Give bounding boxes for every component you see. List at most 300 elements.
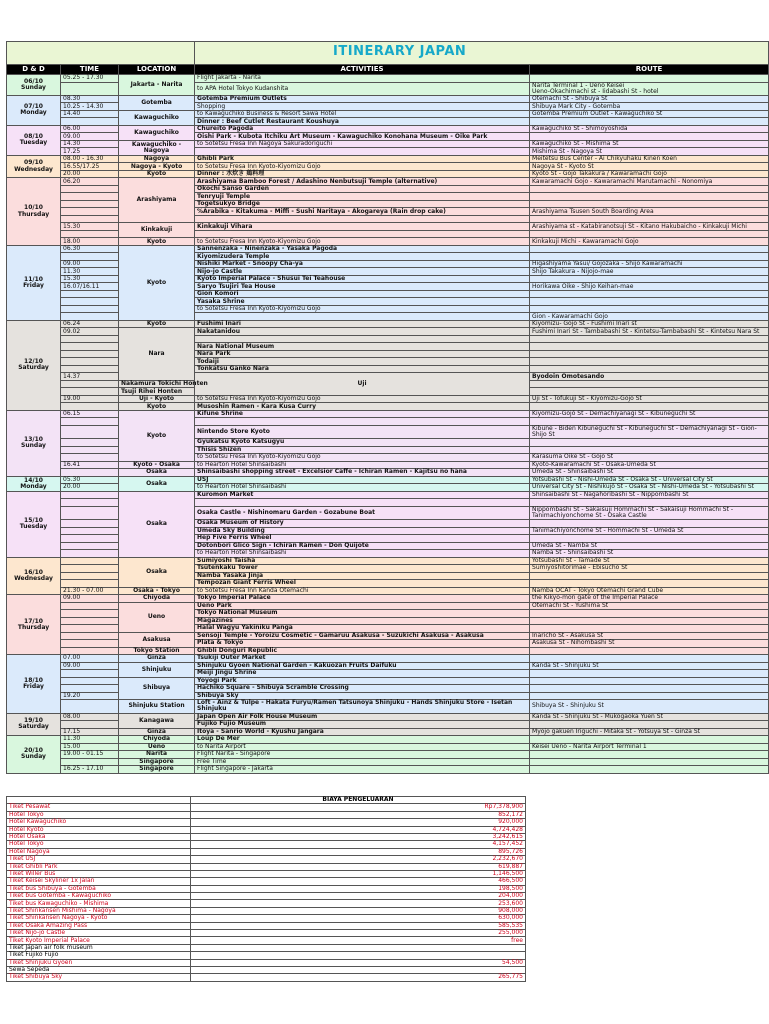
cost-row [7, 811, 526, 818]
day-date: 16/10 [24, 568, 43, 576]
activity-cell: Ueno Park [195, 602, 530, 610]
location-cell: Kawaguchiko [119, 125, 195, 140]
day-weekday: Sunday [21, 753, 46, 761]
activity-cell: Kuromon Market [195, 491, 530, 499]
location-cell: Narita [119, 751, 195, 759]
route-cell [530, 193, 769, 201]
time-cell: 08.00 - 16.30 [61, 155, 119, 163]
day-weekday: Tuesday [19, 139, 48, 147]
activity-cell [195, 335, 530, 343]
activity-cell: Sensoji Temple - Yoroizu Cosmetic - Gamaruu Asakusa - Suzukichi Asakusa - Asakusa [195, 632, 530, 640]
route-cell: Tanimachiyonchome St - Hommachi St - Umeda St [530, 527, 769, 535]
time-cell: 05.30 [61, 476, 119, 484]
cost-item-value: 1,146,500 [191, 870, 526, 877]
time-cell: 15.30 [61, 223, 119, 231]
day-cell [7, 655, 61, 713]
time-cell [61, 506, 119, 519]
activity-cell: Sumiyoshi Taisha [195, 557, 530, 565]
route-cell [530, 610, 769, 618]
time-cell [61, 542, 119, 550]
day-weekday: Wednesday [14, 165, 53, 173]
cost-item-value: 852,172 [191, 811, 526, 818]
time-cell [61, 418, 119, 426]
activity-cell: Free Time [195, 758, 530, 766]
day-cell [7, 95, 61, 125]
time-cell: 21.30 - 07.00 [61, 587, 119, 595]
header-location: LOCATION [119, 65, 195, 75]
itinerary-table [6, 41, 769, 774]
cost-row [7, 930, 526, 937]
cost-row [7, 863, 526, 870]
activity-cell: Itoya - Sanrio World - Kyushu Jangara [195, 728, 530, 736]
time-cell: 19.20 [61, 692, 119, 700]
location-cell: Chiyoda [119, 736, 195, 744]
time-cell: 16.41 [61, 461, 119, 469]
activity-cell: Tempozan Giant Ferris Wheel [195, 580, 530, 588]
activity-cell: Tokyo National Museum [195, 610, 530, 618]
time-cell: 06.24 [61, 320, 119, 328]
day-date: 20/10 [24, 747, 43, 755]
cost-item-name: Tiket Keisei Skyliner 1x Jalan [7, 878, 191, 885]
time-cell: 19.00 [61, 395, 119, 403]
activity-cell: Nara National Museum [195, 343, 530, 351]
day-weekday: Saturday [18, 723, 49, 731]
time-cell: 06.20 [61, 178, 119, 186]
time-cell [61, 290, 119, 298]
day-cell [7, 557, 61, 595]
activity-cell: to Hearton Hotel Shinsaibashi [195, 461, 530, 469]
route-cell [530, 185, 769, 193]
time-cell [61, 193, 119, 201]
location-cell: Asakusa [119, 632, 195, 647]
time-cell [61, 491, 119, 499]
route-cell [530, 75, 769, 83]
cost-item-name: Tiket bus Gotemba - Kawaguchiko [7, 893, 191, 900]
route-cell: Kawaramachi Gojo - Kawaramachi Marutamachi - Nonomiya [530, 178, 769, 186]
route-cell: Namba St - Shinsaibashi St [530, 550, 769, 558]
cost-item-name: Hotel Kyoto [7, 826, 191, 833]
activity-cell: Flight Narita - Singapore [195, 751, 530, 759]
time-cell [61, 632, 119, 640]
route-cell: Meitetsu Bus Center - Ai Chikyuhaku Kinen Koen [530, 155, 769, 163]
activity-cell: to Kawaguchiko Business & Resort Sawa Hotel [195, 110, 530, 118]
activity-cell: Dinner : Beef Cutlet Restaurant Koushuya [195, 118, 530, 126]
activity-cell: Arashiyama Bamboo Forest / Adashino Nenbutsuji Temple (alternative) [195, 178, 530, 186]
time-cell: 16.55/17.25 [61, 163, 119, 171]
route-cell [530, 200, 769, 208]
itinerary-row [7, 713, 769, 721]
activity-cell: Flight Singapore - Jakarta [195, 766, 530, 774]
cost-item-name: Sewa Sepeda [7, 966, 191, 973]
itinerary-row [7, 110, 769, 118]
cost-row [7, 819, 526, 826]
day-cell [7, 178, 61, 246]
route-cell: Yotsubashi St - Tamade St [530, 557, 769, 565]
time-cell [61, 230, 119, 238]
time-cell: 09.00 [61, 595, 119, 603]
time-cell [61, 557, 119, 565]
route-cell: Asakusa St - Nihombashi St [530, 640, 769, 648]
location-cell: Kyoto [119, 410, 195, 461]
day-date: 11/10 [24, 275, 43, 283]
time-cell: 10.25 - 14.30 [61, 103, 119, 111]
activity-cell: Kiyomizudera Temple [195, 253, 530, 261]
activity-cell: Gion Komori [195, 290, 530, 298]
activity-cell: Yasaka Shrine [195, 298, 530, 306]
day-date: 13/10 [24, 436, 43, 444]
day-weekday: Wednesday [14, 574, 53, 582]
day-weekday: Thursday [17, 623, 50, 631]
activity-cell: Magazines [195, 617, 530, 625]
route-cell [530, 305, 769, 313]
activity-cell: Nakatanidou [195, 328, 530, 336]
activity-cell: USJ [195, 476, 530, 484]
time-cell [61, 602, 119, 610]
location-cell: Jakarta - Narita [119, 75, 195, 96]
route-cell: Myojo gakuen Iriguchi - Mitaka St - Yotsuya St - Ginza St [530, 728, 769, 736]
activity-cell: Tonkatsu Ganko Nara [195, 365, 530, 373]
activity-cell: Gyukatsu Kyoto Katsugyu [195, 439, 530, 447]
activity-cell: Tenryuji Temple [195, 193, 530, 201]
location-cell: Kyoto - Osaka [119, 461, 195, 469]
time-cell [61, 358, 119, 366]
activity-cell: Kifune Shrine [195, 410, 530, 418]
location-cell: Gotemba [119, 95, 195, 110]
activity-cell: Dinner : 水炊き 鶏料理 [195, 170, 530, 178]
itinerary-row [7, 647, 769, 655]
route-cell [530, 335, 769, 343]
activity-cell: Shopping [195, 103, 530, 111]
route-cell [530, 298, 769, 306]
day-date: 14/10 [24, 476, 43, 484]
route-cell [530, 290, 769, 298]
route-cell: Arashiyama Tsusen South Boarding Area [530, 208, 769, 216]
activity-cell: Flight Jakarta - Narita [195, 75, 530, 83]
route-cell: Narita Terminal 1 - Ueno Keisei Ueno-Okachimachi st - Iidabashi St - hotel [530, 82, 769, 95]
itinerary-row [7, 602, 769, 610]
itinerary-row [7, 395, 769, 403]
activity-cell: Oishi Park - Kubota Itchiku Art Museum - Kawaguchiko Konohana Museum - Oike Park [195, 133, 530, 141]
time-cell [61, 208, 119, 216]
cost-row [7, 856, 526, 863]
day-weekday: Tuesday [19, 523, 48, 531]
day-cell [7, 75, 61, 96]
activity-cell: Fushimi Inari [195, 320, 530, 328]
time-cell [61, 380, 119, 388]
time-cell [61, 350, 119, 358]
time-cell [61, 446, 119, 454]
location-cell: Nara [119, 328, 195, 381]
time-cell [61, 215, 119, 223]
time-cell: 16.07/16.11 [61, 283, 119, 291]
itinerary-row [7, 491, 769, 499]
cost-item-value: 4,157,452 [191, 841, 526, 848]
location-cell: Kyoto [119, 238, 195, 246]
cost-item-value: 198,500 [191, 885, 526, 892]
route-cell: Otemachi St - Yushima St [530, 602, 769, 610]
route-cell: Kanda St - Shinjuku St [530, 662, 769, 670]
cost-item-value: 2,232,670 [191, 856, 526, 863]
cost-item-name: Tiket Ghibli Park [7, 863, 191, 870]
route-cell [530, 380, 769, 388]
route-cell [530, 758, 769, 766]
day-cell [7, 155, 61, 178]
cost-item-value: 895,726 [191, 848, 526, 855]
time-cell [61, 625, 119, 633]
route-cell: Shibuya St - Shinjuku St [530, 700, 769, 713]
time-cell [61, 200, 119, 208]
time-cell [61, 527, 119, 535]
location-cell: Osaka - Tokyo [119, 587, 195, 595]
header-activities: ACTIVITIES [195, 65, 530, 75]
cost-item-name: Tiket Kyoto Imperial Palace [7, 937, 191, 944]
itinerary-row [7, 75, 769, 83]
cost-item-name: Tiket Japan air folk museum [7, 944, 191, 951]
location-cell: Osaka [119, 476, 195, 491]
itinerary-row [7, 758, 769, 766]
route-cell: Kawaguchiko St - Mishima St [530, 140, 769, 148]
cost-item-name: Tiket Fujiko Fujio [7, 952, 191, 959]
time-cell [61, 610, 119, 618]
route-cell [530, 685, 769, 693]
day-date: 08/10 [24, 133, 43, 141]
day-date: 07/10 [24, 103, 43, 111]
itinerary-row [7, 223, 769, 231]
activity-cell: %Arabika - Kitakuma - Miffi - Sushi Naritaya - Akogareya (Rain drop cake) [195, 208, 530, 216]
day-date: 09/10 [24, 159, 43, 167]
activity-cell: to Sotetsu Fresa Inn Nagoya Sakuradoriguchi [195, 140, 530, 148]
time-cell: 15.00 [61, 743, 119, 751]
day-cell [7, 245, 61, 320]
header-time: TIME [61, 65, 119, 75]
route-cell: Kibune - Biden Kibuneguchi St - Kibuneguchi St - Demachiyanagi St - Gion-Shijo St [530, 425, 769, 438]
route-cell: Horikawa Oike - Shijo Keihan-mae [530, 283, 769, 291]
day-cell [7, 713, 61, 736]
cost-item-name: Tiket Shinjuku Gyoen [7, 959, 191, 966]
cost-item-name: Tiket Willer Bus [7, 870, 191, 877]
itinerary-row [7, 743, 769, 751]
route-cell: Kyoto St - Gojo Takakura / Kawaramachi Gojo [530, 170, 769, 178]
activity-cell: to Sotetsu Fresa Inn Kyoto-Kiyomizu Gojo [195, 454, 530, 462]
location-cell: Kawaguchiko - Nagoya [119, 140, 195, 155]
route-cell [530, 647, 769, 655]
day-weekday: Monday [20, 482, 47, 490]
location-cell: Shinjuku Station [119, 700, 195, 713]
route-cell: Keisei Ueno - Narita Airport Terminal 1 [530, 743, 769, 751]
itinerary-row [7, 328, 769, 336]
day-date: 15/10 [24, 517, 43, 525]
time-cell: 06.30 [61, 245, 119, 253]
cost-row [7, 833, 526, 840]
time-cell: 16.25 - 17.10 [61, 766, 119, 774]
day-date: 06/10 [24, 77, 43, 85]
location-cell: Kyoto [119, 245, 195, 320]
time-cell [61, 439, 119, 447]
location-cell: Singapore [119, 766, 195, 774]
location-cell: Ginza [119, 655, 195, 663]
cost-item-name: Hotel Osaka [7, 833, 191, 840]
activity-cell: to Sotetsu Fresa Inn Kanda Otemachi [195, 587, 530, 595]
cost-item-value: 3,242,615 [191, 833, 526, 840]
itinerary-row [7, 632, 769, 640]
cost-row [7, 959, 526, 966]
activity-cell: to Narita Airport [195, 743, 530, 751]
activity-cell: Nijo-jo Castle [195, 268, 530, 276]
cost-item-value: 619,887 [191, 863, 526, 870]
route-cell: Kiyomizu- Gojo St - Fushimi Inari st [530, 320, 769, 328]
route-cell: Yotsubashi St - Nishi-Umeda St - Osaka St - Universal City St [530, 476, 769, 484]
itinerary-row [7, 155, 769, 163]
activity-cell: Tokyo Imperial Palace [195, 595, 530, 603]
time-cell: 09.00 [61, 662, 119, 670]
day-date: 19/10 [24, 717, 43, 725]
time-cell [61, 617, 119, 625]
day-weekday: Thursday [17, 210, 50, 218]
cost-row [7, 974, 526, 981]
route-cell [530, 245, 769, 253]
activity-cell: to APA Hotel Tokyo Kudanshita [195, 82, 530, 95]
itinerary-sheet [6, 41, 768, 774]
cost-row [7, 922, 526, 929]
activity-cell: Kinkakuji Vihara [195, 223, 530, 231]
time-cell [61, 305, 119, 313]
time-cell: 11.30 [61, 268, 119, 276]
itinerary-row [7, 238, 769, 246]
cost-item-value: 255,000 [191, 930, 526, 937]
time-cell [61, 640, 119, 648]
cost-item-value: 630,000 [191, 915, 526, 922]
cost-item-name: Hotel Tokyo [7, 841, 191, 848]
location-cell: Nagoya - Kyoto [119, 163, 195, 171]
activity-cell: Tsuji Rihei Honten [119, 388, 195, 396]
location-cell: Kawaguchiko [119, 110, 195, 125]
activity-cell: Yoyogi Park [195, 677, 530, 685]
activity-cell: to Hearton Hotel Shinsaibashi [195, 484, 530, 492]
day-weekday: Sunday [21, 83, 46, 91]
time-cell [61, 670, 119, 678]
itinerary-row [7, 320, 769, 328]
route-cell: Uji St - Tofukuji St - Kiyomizu-Gojo St [530, 395, 769, 403]
day-date: 17/10 [24, 617, 43, 625]
activity-cell: to Sotetsu Fresa Inn Kyoto-Kiyomizu Gojo [195, 238, 530, 246]
route-cell [530, 677, 769, 685]
day-weekday: Friday [23, 281, 44, 289]
activity-cell: to Sotetsu Fresa Inn Kyoto-Kiyomizu Gojo [195, 395, 530, 403]
itinerary-row [7, 125, 769, 133]
route-cell: Shinsaibashi St - Nagahoribashi St - Nippombashi St [530, 491, 769, 499]
location-cell: Singapore [119, 758, 195, 766]
activity-cell: Sannenzaka - Ninenzaka - Yasaka Pagoda [195, 245, 530, 253]
activity-cell: Hachiko Square - Shibuya Scramble Crossing [195, 685, 530, 693]
cost-row [7, 841, 526, 848]
activity-cell: Nishiki Market - Snoopy Cha-ya [195, 260, 530, 268]
activity-cell: Nara Park [195, 350, 530, 358]
cost-item-name: Hotel Kawaguchiko [7, 819, 191, 826]
time-cell: 08.30 [61, 95, 119, 103]
cost-header-row [7, 797, 526, 804]
cost-row [7, 966, 526, 973]
location-cell: Nagoya [119, 155, 195, 163]
title-row [7, 42, 769, 65]
activity-cell: Halal Wagyu Yakiniku Panga [195, 625, 530, 633]
time-cell: 07.00 [61, 655, 119, 663]
route-cell: Namba OCAT - Tokyo Otemachi Grand Cube [530, 587, 769, 595]
activity-cell: Fujiko Fujio Museum [195, 721, 530, 729]
time-cell: 18.00 [61, 238, 119, 246]
time-cell [61, 550, 119, 558]
activity-cell: Loft - Ainz & Tulpe - Hakata Furyu/Ramen Tatsunoya Shinjuku - Hands Shinjuku Store - Isetan Shinjuku [195, 700, 530, 713]
day-date: 18/10 [24, 676, 43, 684]
day-date: 12/10 [24, 358, 43, 366]
itinerary-row [7, 410, 769, 418]
itinerary-row [7, 766, 769, 774]
route-cell [530, 439, 769, 447]
route-cell [530, 670, 769, 678]
location-cell: Tokyo Station [119, 647, 195, 655]
route-cell: Arashiyama st - Katabiranotsuji St - Kitano Hakubaicho - Kinkakuji Michi [530, 223, 769, 231]
time-cell: 17.25 [61, 148, 119, 156]
route-cell [530, 358, 769, 366]
activity-cell: Ghibli Donguri Republic [195, 647, 530, 655]
location-cell: Chiyoda [119, 595, 195, 603]
time-cell [61, 535, 119, 543]
header-route: ROUTE [530, 65, 769, 75]
activity-cell: Umeda Sky Building [195, 527, 530, 535]
cost-item-name: Tiket Nijo-jo Castle [7, 930, 191, 937]
cost-item-name: Hotel Nagoya [7, 848, 191, 855]
day-weekday: Monday [20, 109, 47, 117]
time-cell [61, 82, 119, 95]
time-cell: 20.00 [61, 170, 119, 178]
day-weekday: Sunday [21, 442, 46, 450]
activity-cell: to Sotetsu Fresa Inn Kyoto-Kiyomizu Gojo [195, 305, 530, 313]
activity-cell: Kyoto Imperial Palace - Shusui Tei Teahouse [195, 275, 530, 283]
time-cell: 05.25 - 17.30 [61, 75, 119, 83]
time-cell: 20.00 [61, 484, 119, 492]
time-cell: 08.00 [61, 713, 119, 721]
time-cell: 09.02 [61, 328, 119, 336]
route-cell: Inaricho St - Asakusa St [530, 632, 769, 640]
time-cell: 14.40 [61, 110, 119, 118]
location-cell: Shinjuku [119, 662, 195, 677]
route-cell: Sumiyoshitorimae - Ebisucho St [530, 565, 769, 573]
activity-cell: Okochi Sanso Garden [195, 185, 530, 193]
route-cell: the Kikyo-mon gate of the Imperial Palace [530, 595, 769, 603]
cost-row [7, 952, 526, 959]
day-cell [7, 491, 61, 557]
activity-cell: Osaka Castle - Nishinomaru Garden - Gozabune Boat [195, 506, 530, 519]
location-cell: Uji [195, 373, 530, 396]
time-cell: 15.30 [61, 275, 119, 283]
time-cell [61, 721, 119, 729]
time-cell: 06.15 [61, 410, 119, 418]
activity-cell: Tsūtenkaku Tower [195, 565, 530, 573]
cost-row [7, 848, 526, 855]
time-cell: 17.15 [61, 728, 119, 736]
time-cell [61, 700, 119, 713]
route-cell [530, 275, 769, 283]
day-cell [7, 410, 61, 476]
activity-cell: Tsukiji Outer Market [195, 655, 530, 663]
activity-cell: Loup De Mer [195, 736, 530, 744]
time-cell: 09.00 [61, 260, 119, 268]
cost-item-name: Hotel Tokyo [7, 811, 191, 818]
itinerary-row [7, 140, 769, 148]
route-cell: Universal City St - Nishikujō St - Osaka St - Nishi-Umeda St - Yotsubashi St [530, 484, 769, 492]
route-cell: Fushimi Inari St - Tambabashi St - Kintetsu-Tambabashi St - Kintetsu Nara St [530, 328, 769, 336]
route-cell: Kanda St - Shinjuku St - Mukogaoka Yuen St [530, 713, 769, 721]
day-cell [7, 736, 61, 774]
